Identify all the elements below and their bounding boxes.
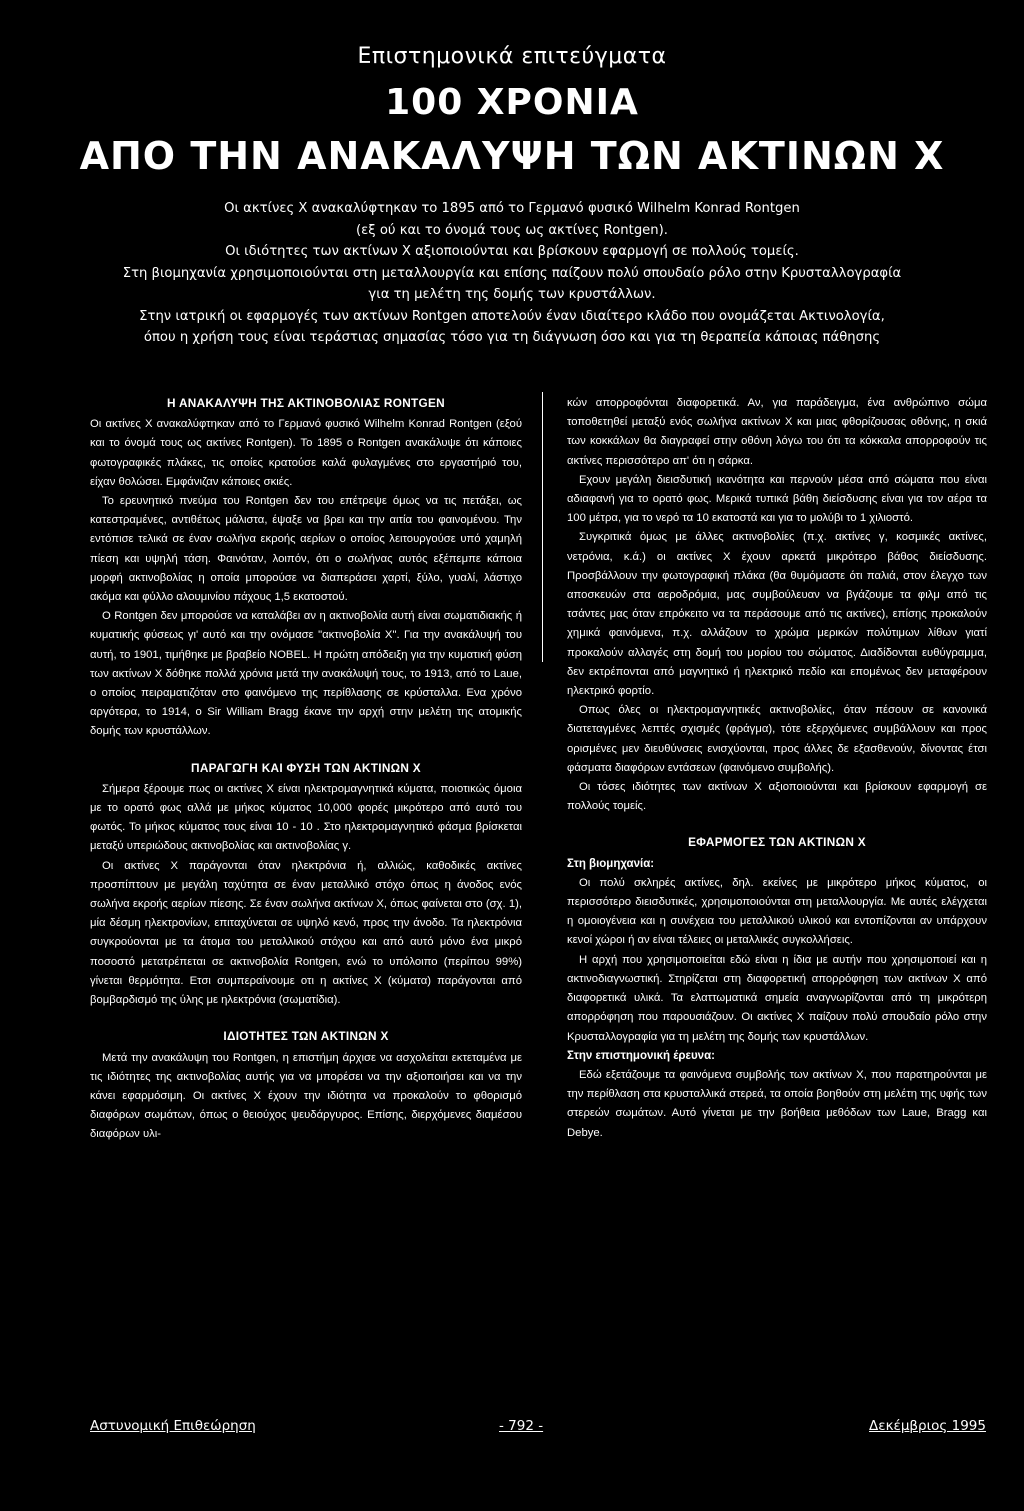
section-heading-properties: ΙΔΙΟΤΗΤΕΣ ΤΩΝ ΑΚΤΙΝΩΝ Χ bbox=[223, 1029, 389, 1044]
intro-line: όπου η χρήση τους είναι τεράστιας σημασίας τόσο για τη διάγνωση όσο και για τη θεραπεία κάποιας πάθησης bbox=[143, 330, 881, 345]
column-divider bbox=[542, 392, 543, 662]
section-heading-applications: ΕΦΑΡΜΟΓΕΣ ΤΩΝ ΑΚΤΙΝΩΝ Χ bbox=[688, 835, 866, 850]
paragraph: Σήμερα ξέρουμε πως οι ακτίνες Χ είναι ηλεκτρομαγνητικά κύματα, ποιοτικώς όμοια με το ορατό φως αλλά με μήκος κύματος 10,000 φορές μικρότερο από αυτό του φωτός. Το μήκος κύματος τους είναι 10 - 10 . Στο ηλεκτρομαγνητικό φάσμα βρίσκεται μεταξύ υπεριώδους ακτινοβολίας και ακτινοβολίας γ. bbox=[90, 782, 522, 853]
intro-line: Στην ιατρική οι εφαρμογές των ακτίνων Rontgen αποτελούν έναν ιδιαίτερο κλάδο που ονομάζεται Ακτινολογία, bbox=[139, 308, 885, 324]
section-heading-discovery: Η ΑΝΑΚΑΛΥΨΗ ΤΗΣ ΑΚΤΙΝΟΒΟΛΙΑΣ RONTGEN bbox=[166, 396, 445, 410]
paragraph: Οι τόσες ιδιότητες των ακτίνων Χ αξιοποιούνται και βρίσκουν εφαρμογή σε πολλούς τομείς. bbox=[567, 781, 987, 813]
footer-publication: Αστυνομική Επιθεώρηση bbox=[90, 1418, 256, 1434]
paragraph: Μετά την ανακάλυψη του Rontgen, η επιστήμη άρχισε να ασχολείται εκτεταμένα με τις ιδιότητες της ακτινοβολίας αυτής για να μπορέσει να την αξιοποιήσει και να την κάνει εφαρμόσιμη. Οι ακτίνες Χ έχουν την ιδιότητα να προκαλούν το φθορισμό διαφόρων σωμάτων, όπως ο θειούχος ψευδάργυρος. Επίσης, διερχόμενες διαμέσου διαφόρων υλι- bbox=[90, 1051, 522, 1141]
intro-block bbox=[80, 198, 944, 349]
paragraph: Η αρχή που χρησιμοποιείται εδώ είναι η ίδια με αυτήν που χρησιμοποιεί και η ακτινοδιαγνωστική. Στηρίζεται στη διαφορετική απορρόφηση των ακτίνων Χ από διαφορετικά υλικά. Τα ελαττωματικά σημεία αναγνωρίζονται από τη μικρότερη απορρόφηση που παρουσιάζουν. Οι ακτίνες Χ παίζουν πολύ σπουδαίο ρόλο στην Κρυσταλλογραφία για τη μελέτη της δομής των κρυστάλλων. bbox=[567, 953, 987, 1043]
intro-line: για τη μελέτη της δομής των κρυστάλλων. bbox=[368, 287, 656, 302]
footer-date: Δεκέμβριος 1995 bbox=[869, 1418, 986, 1434]
paragraph: Συγκριτικά όμως με άλλες ακτινοβολίες (π.χ. ακτίνες γ, κοσμικές ακτίνες, νετρόνια, κ.ά.) οι ακτίνες Χ έχουν αρκετά μικρότερο βάθος διείσδυσης. Προσβάλλουν την φωτογραφική πλάκα (θα θυμόμαστε ότι παλιά, στον έλεγχο των αποσκευών στα αεροδρόμια, μας συμβούλευαν να βγάζουμε τα φιλμ από τις τσάντες μας όταν επρόκειτο να τα περάσουμε από τις ακτίνες), επίσης προκαλούν χημικά φαινόμενα, π.χ. αλλάζουν το χρώμα μερικών πολύτιμων λίθων γιατί προκαλούν αλλαγές στη δομή του μορίου του σώματος. Διαδίδονται ευθύγραμμα, δεν εκτρέπονται από μαγνητικό ή ηλεκτρικό πεδίο και επομένως δεν μεταφέρουν ηλεκτρικό φορτίο. bbox=[567, 531, 987, 698]
intro-line: Στη βιομηχανία χρησιμοποιούνται στη μεταλλουργία και επίσης παίζουν πολύ σπουδαίο ρόλο στην Κρυσταλλογραφία bbox=[122, 265, 902, 281]
paragraph: Οι ακτίνες Χ ανακαλύφτηκαν από το Γερμανό φυσικό Wilhelm Konrad Rontgen (εξού και το όνομά τους ως ακτίνες Rontgen). Το 1895 ο Rontgen ανακάλυψε ότι κάποιες φωτογραφικές πλάκες, τις οποίες κρατούσε καλά φυλαγμένες στο εργαστήριό του, είχαν θολώσει. Εμφάνιζαν κάποιες σκιές. bbox=[90, 418, 522, 488]
intro-line: (εξ ού και το όνομά τους ως ακτίνες Rontgen). bbox=[356, 222, 668, 238]
paragraph: Οπως όλες οι ηλεκτρομαγνητικές ακτινοβολίες, όταν πέσουν σε κανονικά διατεταγμένες λεπτές σχισμές (φράγμα), τότε εξερχόμενες συμβάλλουν και προς ορισμένες μεν διευθύνσεις ενισχύονται, προς άλλες δε εξασθενούν, δίνοντας έτσι φάσματα διαφόρων εντάσεων (φαινόμενο συμβολής). bbox=[567, 704, 987, 774]
section-heading-production: ΠΑΡΑΓΩΓΗ ΚΑΙ ΦΥΣΗ ΤΩΝ ΑΚΤΙΝΩΝ Χ bbox=[191, 760, 421, 775]
right-column bbox=[567, 394, 987, 1143]
subheading-research: Στην επιστημονική έρευνα: bbox=[567, 1049, 715, 1062]
paragraph: Οι ακτίνες Χ παράγονται όταν ηλεκτρόνια ή, αλλιώς, καθοδικές ακτίνες προσπίπτουν με μεγάλη ταχύτητα σε έναν μεταλλικό στόχο όπως η άνοδος ενός σωλήνα εκροής αερίων πίεσης. Σε έναν σωλήνα ακτίνων Χ, όπως φαίνεται στο (σχ. 1), μία δέσμη ηλεκτρονίων, επιταχύνεται σε υψηλό κενό, προς την άνοδο. Τα ηλεκτρόνια συγκρούονται με τα άτομα του μεταλλικού στόχου και από αυτό μόνο ένα μικρό ποσοστό μετατρέπεται σε ακτινοβολία Rontgen, ενώ το υπόλοιπο (περίπου 99%) γίνεται θερμότητα. Ετσι συμπεραίνουμε οτι η ακτίνες Χ (κύματα) παράγονται από βομβαρδισμό της ύλης με ηλεκτρόνια (σωματίδια). bbox=[90, 859, 522, 1007]
subheading-industry: Στη βιομηχανία: bbox=[567, 857, 655, 870]
paragraph: Οι πολύ σκληρές ακτίνες, δηλ. εκείνες με μικρότερο μήκος κύματος, οι περισσότερο διεισδυτικές, χρησιμοποιούνται στη μεταλλουργία. Με αυτές ελέγχεται η ομοιογένεια και η συνέχεια του μεταλλικού υλικού και εντοπίζονται αν υπάρχουν κενοί χώροι ή αν είναι τέλειες οι μεταλλικές συγκολλήσεις. bbox=[567, 876, 987, 947]
article-title-line2: ΑΠΟ ΤΗΝ ΑΝΑΚΑΛΥΨΗ ΤΩΝ ΑΚΤΙΝΩΝ Χ bbox=[79, 134, 945, 178]
left-column bbox=[90, 394, 522, 1145]
paragraph: Εχουν μεγάλη διεισδυτική ικανότητα και περνούν μέσα από σώματα που είναι αδιαφανή για το ορατό φως. Μερικά τυπικά βάθη διείσδυσης είναι για τον αέρα τα 100 μέτρα, για το νερό τα 10 εκατοστά και για το μολύβι το 1 χιλιοστό. bbox=[567, 473, 987, 525]
intro-line: Οι ακτίνες Χ ανακαλύφτηκαν το 1895 από το Γερμανό φυσικό Wilhelm Konrad Rontgen bbox=[224, 201, 800, 216]
paragraph: Το ερευνητικό πνεύμα του Rontgen δεν του επέτρεψε όμως να τις πετάξει, ως κατεστραμένες, αντιθέτως μάλιστα, έψαξε να βρει και την αιτία του φαινομένου. Την εντόπισε τελικά σε έναν σωλήνα εκροής αερίων ο οποίος λειτουργούσε υπό χαμηλή πίεση και υψηλή τάση. Φαινόταν, λοιπόν, ότι ο σωλήνας αυτός εξέπεμπε κάποια μορφή ακτινοβολίας η οποία μπορούσε να διαπεράσει χαρτί, ξύλο, γυαλί, λάστιχο ακόμα και φύλλο αλουμινίου πάχους 1,5 εκατοστού. bbox=[90, 495, 522, 604]
footer-page-number: - 792 - bbox=[499, 1418, 544, 1434]
issue-kicker: Επιστημονικά επιτεύγματα bbox=[357, 44, 667, 69]
paragraph: κών απορροφόνται διαφορετικά. Αν, για παράδειγμα, ένα ανθρώπινο σώμα τοποθετηθεί μεταξύ ενός σωλήνα ακτίνων Χ και μιας φθορίζουσας οθόνης, η σκιά των κοκκάλων θα διαγραφεί στην οθόνη λόγω του ότι τα κόκκαλα απορροφούν τις ακτίνες περισσότερο απ' ότι η σάρκα. bbox=[567, 397, 987, 467]
page-footer bbox=[90, 1418, 986, 1442]
intro-line: Οι ιδιότητες των ακτίνων Χ αξιοποιούνται και βρίσκουν εφαρμογή σε πολλούς τομείς. bbox=[225, 244, 799, 259]
paragraph: Εδώ εξετάζουμε τα φαινόμενα συμβολής των ακτίνων Χ, που παρατηρούνται με την περίθλαση στα κρυσταλλικά στερεά, τα οποία βοηθούν στη μελέτη της υφής των στερεών σωμάτων. Αυτό γίνεται με την βοήθεια μεθόδων των Laue, Bragg και Debye. bbox=[567, 1068, 987, 1139]
paragraph: Ο Rontgen δεν μπορούσε να καταλάβει αν η ακτινοβολία αυτή είναι σωματιδιακής ή κυματικής φύσεως γι' αυτό και την ονόμασε "ακτινοβολία Χ". Για την ανακάλυψή του αυτή, το 1901, τιμήθηκε με βραβείο NOBEL. Η πρώτη απόδειξη για την κυματική φύση των ακτίνων Χ δόθηκε πολλά χρόνια μετά την ανακάλυψή τους, το 1913, από το Laue, ο οποίος πειραματιζόταν στο φαινόμενο της περίθλασης σε κρύσταλλα. Ενα χρόνο αργότερα, το 1914, ο Sir William Bragg έκανε την αρχή στην μελέτη της ατομικής δομής των κρυστάλλων. bbox=[90, 610, 522, 738]
article-title-line1: 100 ΧΡΟΝΙΑ bbox=[385, 82, 639, 123]
